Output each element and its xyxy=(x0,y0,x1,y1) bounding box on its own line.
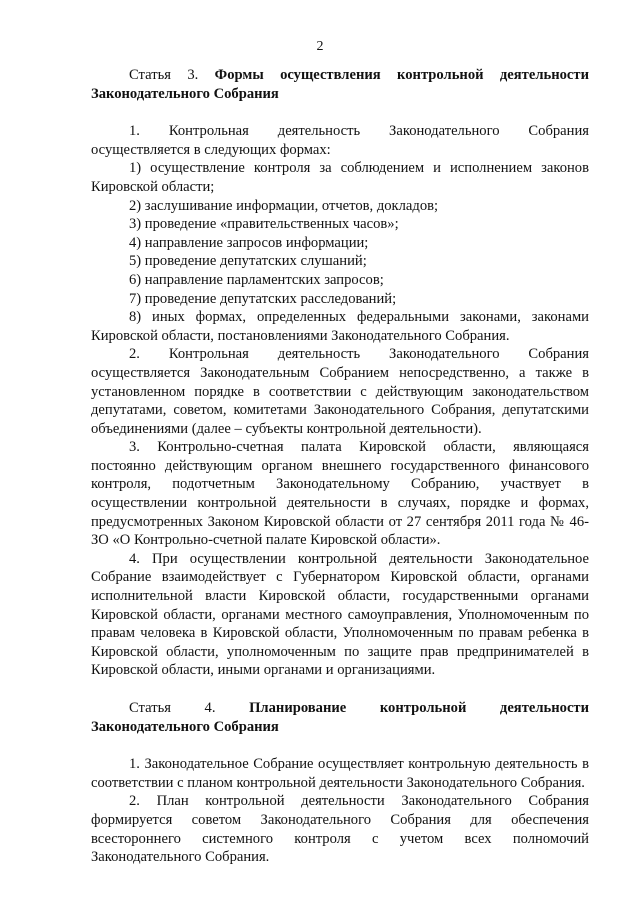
article-3-label: Статья 3. xyxy=(129,67,199,83)
art4-paragraph-1: 1. Законодательное Собрание осуществляет контрольную деятельность в соответствии с планом контрольной деятельности Законодательного Собрания. xyxy=(91,756,589,791)
art4-paragraph-2: 2. План контрольной деятельности Законодательного Собрания формируется советом Законодательного Собрания для обеспечения всестороннего системного контроля с учетом всех полномочий Законодательного Собрания. xyxy=(91,793,589,866)
art3-paragraph-3: 3. Контрольно-счетная палата Кировской области, являющаяся постоянно действующим органом внешнего государственного финансового контроля, подотчетным Законодательному Собранию, участвует в осуществлении контрольной деятельности в случаях, порядке и формах, предусмотренных Законом Кировской области от 27 сентября 2011 года № 46-ЗО «О Контрольно-счетной палате Кировской области». xyxy=(91,439,589,549)
art3-paragraph-2: 2. Контрольная деятельность Законодательного Собрания осуществляется Законодательным Собранием непосредственно, а также в установленном порядке в соответствии с действующим законодательством депутатами, советом, комитетами Законодательного Собрания, депутатскими объединениями (далее – субъекты контрольной деятельности). xyxy=(91,346,589,437)
article-3-title: Формы осуществления контрольной деятельности Законодательного Собрания xyxy=(91,67,589,102)
art3-paragraph-4: 4. При осуществлении контрольной деятельности Законодательное Собрание взаимодействует с Губернатором Кировской области, органами исполнительной власти Кировской области, государственными органами Кировской области, органами местного самоуправления, Уполномоченным по правам человека в Кировской области, Уполномоченным по правам ребенка в Кировской области, уполномоченным по защите прав предпринимателей в Кировской области, иными органами и организациями. xyxy=(91,550,589,679)
art3-item-3: 3) проведение «правительственных часов»; xyxy=(129,216,399,233)
article-4-label: Статья 4. xyxy=(129,700,216,716)
art3-item-7: 7) проведение депутатских расследований; xyxy=(129,290,397,307)
art3-item-5: 5) проведение депутатских слушаний; xyxy=(129,253,367,270)
article-4-heading xyxy=(91,699,589,736)
art3-item-4: 4) направление запросов информации; xyxy=(129,234,369,251)
art3-item-1: 1) осуществление контроля за соблюдением и исполнением законов Кировской области; xyxy=(91,160,589,195)
page-number: 2 xyxy=(316,39,324,54)
art3-paragraph-1: 1. Контрольная деятельность Законодательного Собрания осуществляется в следующих формах: xyxy=(91,123,589,158)
document-body xyxy=(91,66,589,867)
art3-item-8: 8) иных формах, определенных федеральными законами, законами Кировской области, постановлениями Законодательного Собрания. xyxy=(91,309,589,344)
art3-item-6: 6) направление парламентских запросов; xyxy=(129,271,384,288)
art3-item-2: 2) заслушивание информации, отчетов, докладов; xyxy=(129,197,439,214)
article-4-title: Планирование контрольной деятельности Законодательного Собрания xyxy=(91,700,589,735)
article-3-heading xyxy=(91,66,589,103)
